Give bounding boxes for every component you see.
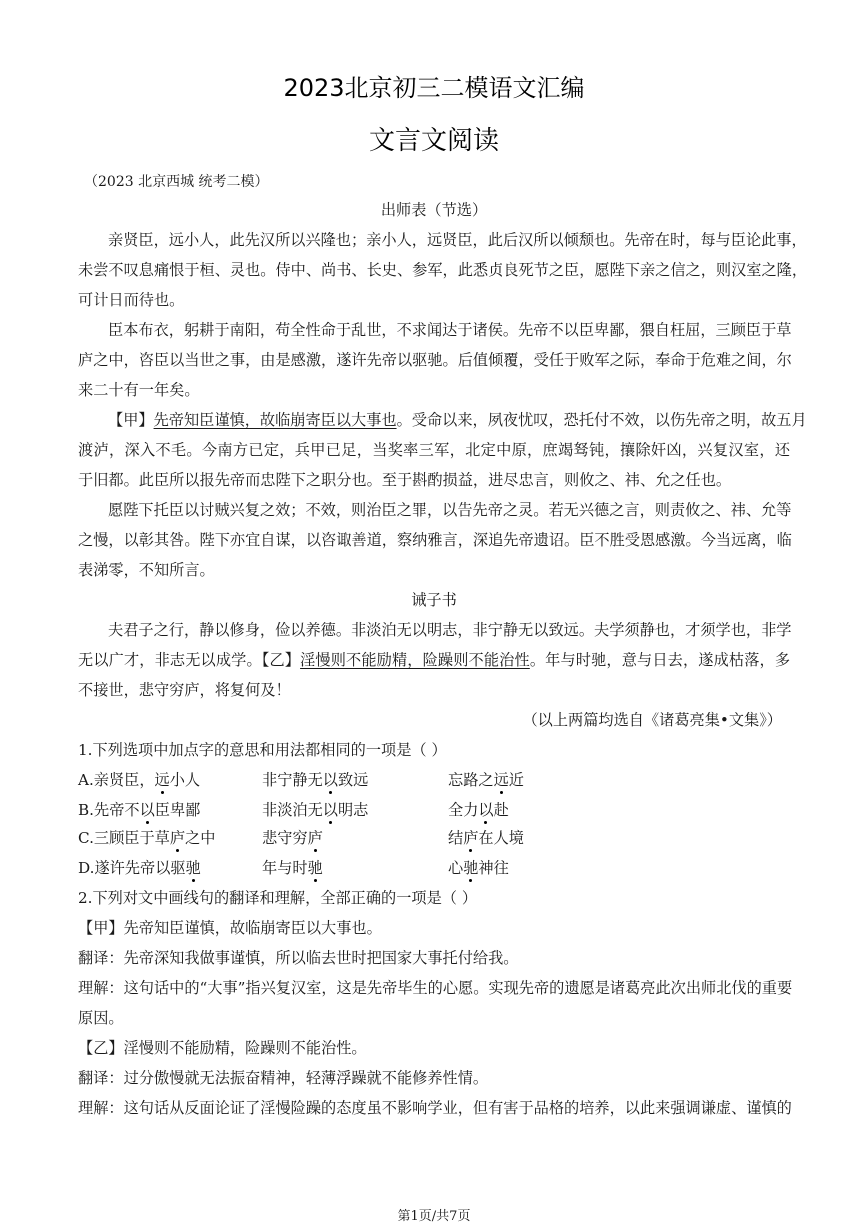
- passage1-line: 表涕零，不知所言。: [78, 561, 215, 579]
- option-item: [448, 800, 509, 820]
- passage1-line: 亲贤臣，远小人，此先汉所以兴隆也；亲小人，远贤臣，此后汉所以倾颓也。先帝在时，每与臣论此事，: [108, 231, 807, 249]
- yi-label: 【乙】: [261, 651, 301, 669]
- emphasis-dotted-char: 驰: [463, 859, 479, 877]
- passage1-line: 愿陛下托臣以讨贼兴复之效；不效，则治臣之罪，以告先帝之灵。若无兴德之言，则责攸之、祎、允等: [108, 501, 792, 519]
- jia-underlined-sentence: 先帝知臣谨慎，故临崩寄臣以大事也: [153, 411, 397, 429]
- option-text: 心: [448, 859, 464, 877]
- option-text: 赴: [493, 801, 509, 819]
- passage1-line: 来二十有一年矣。: [78, 381, 200, 399]
- passage1-line: 未尝不叹息痛恨于桓、灵也。侍中、尚书、长史、参军，此悉贞良死节之臣，愿陛下亲之信之，则汉室之隆，: [78, 261, 807, 279]
- emphasis-dotted-char: 驰: [307, 859, 323, 877]
- option-text: 非宁静无: [262, 771, 323, 789]
- option-item: [262, 828, 323, 848]
- option-text: 结: [448, 829, 464, 847]
- option-letter: C.: [78, 829, 94, 847]
- option-text: 悲守穷: [262, 829, 308, 847]
- passage2-text: 。年与时驰，意与日去，遂成枯落，多: [529, 651, 791, 669]
- option-item: [78, 858, 201, 878]
- emphasis-dotted-char: 庐: [169, 829, 186, 847]
- option-letter: D.: [78, 859, 95, 877]
- emphasis-dotted-char: 以: [139, 801, 155, 819]
- passage2-line: 不接世，悲守穷庐，将复何及！: [78, 681, 291, 699]
- option-item: [448, 858, 509, 878]
- passage1-line: 可计日而待也。: [78, 291, 185, 309]
- option-text: 遂许先帝以驱: [94, 859, 186, 877]
- option-text: 近: [508, 771, 524, 789]
- q2-jia-sentence: 【甲】先帝知臣谨慎，故临崩寄臣以大事也。: [78, 919, 382, 937]
- option-item: [262, 800, 368, 820]
- emphasis-dotted-char: 以: [322, 801, 338, 819]
- passage2-title: 诫子书: [411, 591, 457, 609]
- emphasis-dotted-char: 庐: [307, 829, 323, 847]
- option-text: 臣卑鄙: [154, 801, 201, 819]
- option-text: 神往: [478, 859, 509, 877]
- question-1-stem: 1.下列选项中加点字的意思和用法都相同的一项是（ ）: [78, 741, 447, 759]
- passage1-line: 庐之中，咨臣以当世之事，由是感激，遂许先帝以驱驰。后值倾覆，受任于败军之际，奉命于危难之间，尔: [78, 351, 792, 369]
- option-text: 致远: [337, 771, 369, 789]
- emphasis-dotted-char: 以: [478, 801, 494, 819]
- q2-jia-translation: 翻译：先帝深知我做事谨慎，所以临去世时把国家大事托付给我。: [78, 949, 519, 967]
- option-text: 非淡泊无: [262, 801, 323, 819]
- option-item: [78, 828, 215, 848]
- option-text: 忘路之: [448, 771, 494, 789]
- source-note: （2023 北京西城 统考二模）: [84, 174, 269, 190]
- option-item: [262, 770, 368, 790]
- passage1-line: 之慢，以彰其咎。陛下亦宜自谋，以咨诹善道，察纳雅言，深追先帝遗诏。臣不胜受恩感激。今当远离，临: [78, 531, 792, 549]
- option-item: [78, 800, 200, 820]
- passage1-line: 于旧都。此臣所以报先帝而忠陛下之职分也。至于斟酌损益，进尽忠言，则攸之、祎、允之任也。: [78, 471, 732, 489]
- document-title: 2023北京初三二模语文汇编: [283, 74, 585, 102]
- option-item: [448, 828, 524, 848]
- q2-jia-understanding: 理解：这句话中的“大事”指兴复汉室，这是先帝毕生的心愿。实现先帝的遗愿是诸葛亮此次出师北伐的重要: [78, 979, 793, 997]
- question-2-stem: 2.下列对文中画线句的翻译和理解，全部正确的一项是（ ）: [78, 889, 478, 907]
- option-item: [262, 858, 323, 878]
- option-text: 在人境: [478, 829, 524, 847]
- option-item: [78, 770, 200, 790]
- option-text: 先帝不: [94, 801, 140, 819]
- q2-yi-sentence: 【乙】淫慢则不能励精，险躁则不能治性。: [78, 1039, 367, 1057]
- page-number: 第1页/共7页: [397, 1209, 471, 1224]
- q2-jia-understanding-cont: 原因。: [78, 1009, 124, 1027]
- option-text: 全力: [448, 801, 479, 819]
- citation: （以上两篇均选自《诸葛亮集•文集》）: [522, 711, 782, 729]
- emphasis-dotted-char: 驰: [185, 859, 201, 877]
- option-text: 小人: [169, 771, 201, 789]
- passage1-line: 渡泸，深入不毛。今南方已定，兵甲已足，当奖率三军，北定中原，庶竭驽钝，攘除奸凶，兴复汉室，还: [78, 441, 790, 459]
- emphasis-dotted-char: 以: [322, 771, 338, 789]
- passage2-text: 无以广才，非志无以成学。: [78, 651, 262, 669]
- emphasis-dotted-char: 庐: [463, 829, 479, 847]
- emphasis-dotted-char: 远: [493, 771, 509, 789]
- option-letter: B.: [78, 801, 94, 819]
- q2-yi-understanding: 理解：这句话从反面论证了淫慢险躁的态度虽不影响学业，但有害于品格的培养，以此来强调谦虚、谨慎的: [78, 1099, 792, 1117]
- jia-rest: 。受命以来，夙夜忧叹，恐托付不效，以伤先帝之明，故五月: [396, 411, 807, 429]
- option-text: 亲贤臣，: [93, 771, 155, 789]
- passage2-yi-line: [78, 650, 790, 670]
- jia-label: 【甲】: [108, 411, 154, 429]
- passage1-line: 臣本布衣，躬耕于南阳，苟全性命于乱世，不求闻达于诸侯。先帝不以臣卑鄙，猥自枉屈，三顾臣于草: [108, 321, 792, 339]
- option-text: 年与时: [262, 859, 308, 877]
- option-text: 明志: [337, 801, 369, 819]
- passage2-line: 夫君子之行，静以修身，俭以养德。非淡泊无以明志，非宁静无以致远。夫学须静也，才须学也，非学: [108, 621, 792, 639]
- passage1-jia-line: [108, 410, 807, 430]
- option-text: 三顾臣于草: [93, 829, 170, 847]
- yi-underlined-sentence: 淫慢则不能励精，险躁则不能治性: [300, 651, 530, 669]
- q2-yi-translation: 翻译：过分傲慢就无法振奋精神，轻薄浮躁就不能修养性情。: [78, 1069, 489, 1087]
- option-text: 之中: [185, 829, 216, 847]
- option-letter: A.: [78, 771, 94, 789]
- emphasis-dotted-char: 远: [154, 771, 170, 789]
- option-item: [448, 770, 524, 790]
- document-subtitle: 文言文阅读: [368, 126, 499, 156]
- passage1-title: 出师表（节选）: [380, 201, 488, 219]
